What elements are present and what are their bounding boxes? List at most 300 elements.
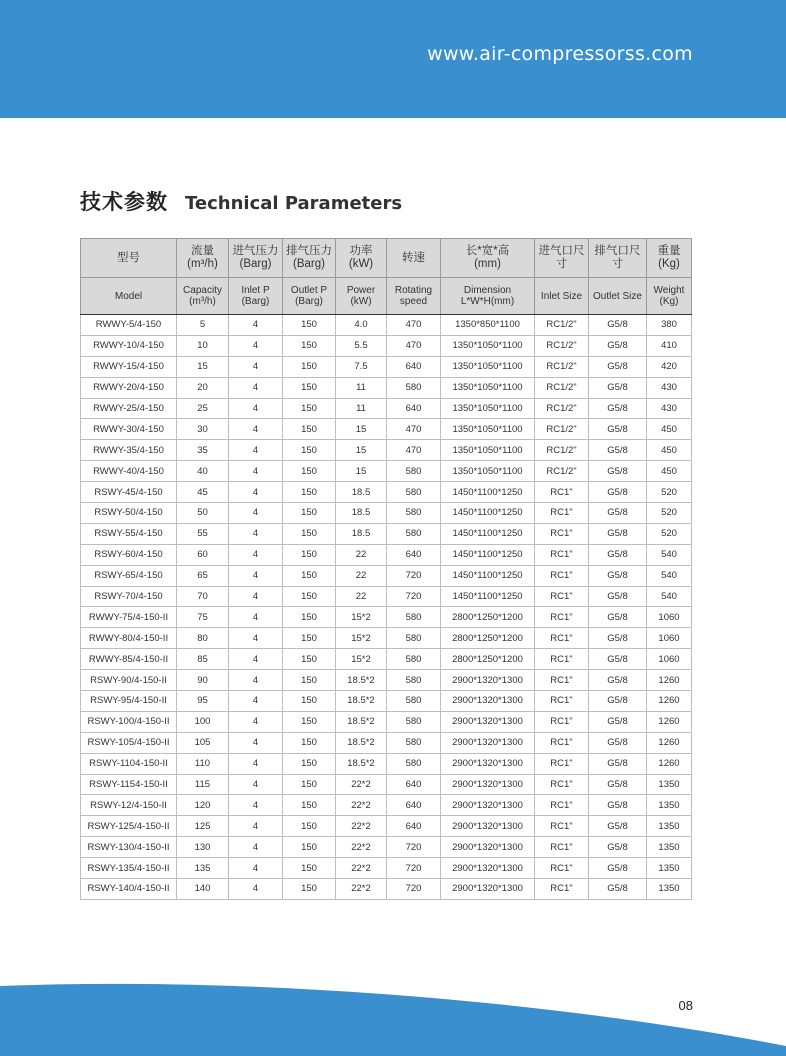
header-cell-text: (Kg) xyxy=(659,296,679,307)
table-cell: 640 xyxy=(387,356,441,377)
table-cell: 4 xyxy=(229,879,283,900)
table-cell: 18.5*2 xyxy=(336,753,387,774)
header-row-cn xyxy=(81,239,692,278)
table-cell: 1350*850*1100 xyxy=(441,315,535,336)
table-cell: 1350*1050*1100 xyxy=(441,377,535,398)
table-cell: 1350*1050*1100 xyxy=(441,419,535,440)
table-cell: 4 xyxy=(229,461,283,482)
table-cell: G5/8 xyxy=(589,503,647,524)
table-cell: 430 xyxy=(647,377,692,398)
table-cell: 580 xyxy=(387,482,441,503)
table-cell: 430 xyxy=(647,398,692,419)
header-cell-text: Weight xyxy=(653,285,685,296)
table-cell: 4 xyxy=(229,419,283,440)
table-cell: 150 xyxy=(283,398,336,419)
table-cell: 1450*1100*1250 xyxy=(441,586,535,607)
table-cell: RC1" xyxy=(535,753,589,774)
table-row xyxy=(81,523,692,544)
table-cell: 4 xyxy=(229,795,283,816)
table-cell: 150 xyxy=(283,335,336,356)
table-cell: 11 xyxy=(336,377,387,398)
table-cell: 2900*1320*1300 xyxy=(441,732,535,753)
table-cell: 580 xyxy=(387,711,441,732)
table-cell: 4 xyxy=(229,607,283,628)
table-cell: 1350 xyxy=(647,795,692,816)
table-cell: RC1" xyxy=(535,774,589,795)
table-cell: 95 xyxy=(177,691,229,712)
table-cell: 15 xyxy=(177,356,229,377)
table-cell: RSWY-70/4-150 xyxy=(81,586,177,607)
table-cell: RC1" xyxy=(535,732,589,753)
table-cell: 150 xyxy=(283,837,336,858)
table-cell: RC1/2" xyxy=(535,440,589,461)
header-cell xyxy=(229,278,283,315)
table-body xyxy=(81,239,692,900)
header-cell-text: Inlet P xyxy=(241,285,270,296)
table-cell: 410 xyxy=(647,335,692,356)
table-cell: G5/8 xyxy=(589,879,647,900)
table-cell: 4 xyxy=(229,335,283,356)
table-cell: RSWY-90/4-150-II xyxy=(81,670,177,691)
table-cell: RC1" xyxy=(535,482,589,503)
table-row xyxy=(81,377,692,398)
table-cell: RSWY-140/4-150-II xyxy=(81,879,177,900)
table-cell: 140 xyxy=(177,879,229,900)
table-cell: RC1/2" xyxy=(535,461,589,482)
table-cell: RSWY-1154-150-II xyxy=(81,774,177,795)
table-cell: 120 xyxy=(177,795,229,816)
table-cell: 580 xyxy=(387,628,441,649)
table-cell: 4 xyxy=(229,837,283,858)
table-cell: RWWY-25/4-150 xyxy=(81,398,177,419)
table-cell: 30 xyxy=(177,419,229,440)
table-cell: G5/8 xyxy=(589,628,647,649)
table-row xyxy=(81,356,692,377)
table-cell: RWWY-10/4-150 xyxy=(81,335,177,356)
table-cell: 470 xyxy=(387,315,441,336)
table-row xyxy=(81,816,692,837)
header-cell xyxy=(81,239,177,278)
table-cell: RSWY-50/4-150 xyxy=(81,503,177,524)
header-cell xyxy=(647,278,692,315)
table-cell: 125 xyxy=(177,816,229,837)
table-cell: 150 xyxy=(283,315,336,336)
header-cell-text: (Barg) xyxy=(293,258,325,270)
table-cell: 65 xyxy=(177,565,229,586)
table-row xyxy=(81,649,692,670)
table-cell: RC1" xyxy=(535,565,589,586)
table-cell: 10 xyxy=(177,335,229,356)
table-row xyxy=(81,628,692,649)
table-cell: 4 xyxy=(229,398,283,419)
parameters-table xyxy=(80,238,692,900)
table-cell: G5/8 xyxy=(589,335,647,356)
table-cell: G5/8 xyxy=(589,544,647,565)
header-cell-text: Capacity xyxy=(183,285,222,296)
table-cell: 7.5 xyxy=(336,356,387,377)
table-cell: G5/8 xyxy=(589,356,647,377)
table-cell: RC1" xyxy=(535,523,589,544)
table-cell: 150 xyxy=(283,670,336,691)
table-cell: 150 xyxy=(283,523,336,544)
table-cell: 150 xyxy=(283,377,336,398)
table-cell: G5/8 xyxy=(589,461,647,482)
table-cell: 720 xyxy=(387,879,441,900)
table-cell: RWWY-40/4-150 xyxy=(81,461,177,482)
table-cell: G5/8 xyxy=(589,523,647,544)
table-cell: 22 xyxy=(336,565,387,586)
table-cell: 1350 xyxy=(647,879,692,900)
table-cell: RSWY-130/4-150-II xyxy=(81,837,177,858)
table-cell: 580 xyxy=(387,607,441,628)
table-row xyxy=(81,607,692,628)
header-cell xyxy=(589,278,647,315)
table-cell: RWWY-35/4-150 xyxy=(81,440,177,461)
table-cell: 2900*1320*1300 xyxy=(441,753,535,774)
table-cell: 1350 xyxy=(647,837,692,858)
table-row xyxy=(81,837,692,858)
header-cell-text: 重量 xyxy=(657,245,681,257)
table-cell: G5/8 xyxy=(589,398,647,419)
table-cell: 640 xyxy=(387,398,441,419)
table-cell: 135 xyxy=(177,858,229,879)
table-cell: RSWY-45/4-150 xyxy=(81,482,177,503)
section-title-en: Technical Parameters xyxy=(185,193,403,214)
table-cell: 2900*1320*1300 xyxy=(441,774,535,795)
table-cell: 4 xyxy=(229,315,283,336)
table-cell: 150 xyxy=(283,440,336,461)
table-cell: 1350 xyxy=(647,858,692,879)
header-cell-text: (mm) xyxy=(474,258,501,270)
table-cell: RC1" xyxy=(535,503,589,524)
table-cell: 1260 xyxy=(647,691,692,712)
table-cell: 4 xyxy=(229,482,283,503)
table-cell: 150 xyxy=(283,691,336,712)
table-cell: 4 xyxy=(229,628,283,649)
table-row xyxy=(81,544,692,565)
table-cell: 1260 xyxy=(647,732,692,753)
table-cell: 5 xyxy=(177,315,229,336)
table-row xyxy=(81,753,692,774)
table-row xyxy=(81,691,692,712)
table-cell: RC1/2" xyxy=(535,356,589,377)
table-cell: 70 xyxy=(177,586,229,607)
table-cell: RSWY-60/4-150 xyxy=(81,544,177,565)
table-cell: RC1" xyxy=(535,858,589,879)
table-cell: RC1" xyxy=(535,816,589,837)
table-cell: 2900*1320*1300 xyxy=(441,858,535,879)
table-cell: RSWY-12/4-150-II xyxy=(81,795,177,816)
table-cell: 640 xyxy=(387,544,441,565)
header-cell-text: Inlet Size xyxy=(540,290,583,302)
table-row xyxy=(81,335,692,356)
table-cell: 720 xyxy=(387,858,441,879)
header-cell-text: (kW) xyxy=(348,258,374,270)
table-cell: G5/8 xyxy=(589,670,647,691)
table-cell: RSWY-125/4-150-II xyxy=(81,816,177,837)
table-cell: 150 xyxy=(283,879,336,900)
table-cell: 22 xyxy=(336,544,387,565)
header-cell xyxy=(283,278,336,315)
table-cell: 1450*1100*1250 xyxy=(441,565,535,586)
table-cell: 1450*1100*1250 xyxy=(441,544,535,565)
table-cell: RWWY-15/4-150 xyxy=(81,356,177,377)
table-cell: 520 xyxy=(647,503,692,524)
table-cell: 540 xyxy=(647,565,692,586)
header-cell xyxy=(336,278,387,315)
table-cell: 1450*1100*1250 xyxy=(441,482,535,503)
table-cell: 580 xyxy=(387,649,441,670)
header-cell-text: 进气口尺寸 xyxy=(538,245,585,270)
header-cell xyxy=(589,239,647,278)
header-cell-text: (kW) xyxy=(350,296,372,307)
header-cell-text: Outlet P xyxy=(290,285,328,296)
table-cell: 150 xyxy=(283,482,336,503)
table-cell: 4 xyxy=(229,858,283,879)
header-cell-text: 长*宽*高 xyxy=(465,245,510,257)
header-cell xyxy=(283,239,336,278)
table-cell: RSWY-55/4-150 xyxy=(81,523,177,544)
header-cell-text: 流量 xyxy=(191,245,214,257)
table-cell: 150 xyxy=(283,503,336,524)
table-cell: 580 xyxy=(387,691,441,712)
table-cell: 1350 xyxy=(647,816,692,837)
table-cell: 2900*1320*1300 xyxy=(441,816,535,837)
table-cell: 18.5*2 xyxy=(336,711,387,732)
table-cell: 150 xyxy=(283,419,336,440)
table-cell: RC1" xyxy=(535,649,589,670)
table-cell: RSWY-135/4-150-II xyxy=(81,858,177,879)
table-cell: 45 xyxy=(177,482,229,503)
table-cell: 580 xyxy=(387,670,441,691)
table-row xyxy=(81,586,692,607)
table-cell: RSWY-65/4-150 xyxy=(81,565,177,586)
table-cell: RC1" xyxy=(535,670,589,691)
table-cell: 15*2 xyxy=(336,607,387,628)
table-cell: 450 xyxy=(647,419,692,440)
table-cell: 4 xyxy=(229,523,283,544)
table-row xyxy=(81,879,692,900)
table-cell: RWWY-80/4-150-II xyxy=(81,628,177,649)
table-row xyxy=(81,795,692,816)
table-cell: G5/8 xyxy=(589,691,647,712)
table-cell: G5/8 xyxy=(589,419,647,440)
table-cell: 22*2 xyxy=(336,795,387,816)
table-cell: RC1/2" xyxy=(535,335,589,356)
table-cell: 1060 xyxy=(647,649,692,670)
header-cell-text: L*W*H(mm) xyxy=(460,296,515,307)
table-cell: RWWY-5/4-150 xyxy=(81,315,177,336)
table-cell: 720 xyxy=(387,837,441,858)
table-cell: 18.5 xyxy=(336,503,387,524)
table-cell: 15 xyxy=(336,440,387,461)
table-cell: 150 xyxy=(283,753,336,774)
table-row xyxy=(81,503,692,524)
table-cell: 60 xyxy=(177,544,229,565)
table-cell: 18.5 xyxy=(336,482,387,503)
header-cell xyxy=(441,278,535,315)
table-cell: 100 xyxy=(177,711,229,732)
table-cell: G5/8 xyxy=(589,711,647,732)
table-cell: 470 xyxy=(387,335,441,356)
table-cell: 2800*1250*1200 xyxy=(441,628,535,649)
table-cell: 1450*1100*1250 xyxy=(441,503,535,524)
table-cell: RSWY-105/4-150-II xyxy=(81,732,177,753)
table-cell: 150 xyxy=(283,461,336,482)
table-cell: 150 xyxy=(283,607,336,628)
table-cell: 150 xyxy=(283,858,336,879)
table-cell: 22*2 xyxy=(336,816,387,837)
table-cell: 150 xyxy=(283,544,336,565)
header-cell-text: (Barg) xyxy=(295,296,323,307)
table-row xyxy=(81,440,692,461)
table-cell: G5/8 xyxy=(589,586,647,607)
header-cell-text: 型号 xyxy=(117,251,140,264)
header-cell xyxy=(535,278,589,315)
footer-swoosh xyxy=(0,980,786,1056)
header-cell xyxy=(387,239,441,278)
table-row xyxy=(81,419,692,440)
table-cell: 4.0 xyxy=(336,315,387,336)
table-cell: RSWY-1104-150-II xyxy=(81,753,177,774)
table-cell: 4 xyxy=(229,670,283,691)
table-cell: 18.5*2 xyxy=(336,670,387,691)
table-cell: 2900*1320*1300 xyxy=(441,711,535,732)
table-cell: RC1/2" xyxy=(535,398,589,419)
table-cell: RC1" xyxy=(535,691,589,712)
table-cell: G5/8 xyxy=(589,837,647,858)
table-cell: 2800*1250*1200 xyxy=(441,607,535,628)
table-cell: 150 xyxy=(283,565,336,586)
table-cell: 35 xyxy=(177,440,229,461)
table-cell: 4 xyxy=(229,649,283,670)
table-cell: G5/8 xyxy=(589,482,647,503)
header-cell xyxy=(177,239,229,278)
website-url: www.air-compressorss.com xyxy=(427,43,693,65)
header-cell-text: 进气压力 xyxy=(232,245,279,257)
table-cell: 85 xyxy=(177,649,229,670)
table-cell: G5/8 xyxy=(589,565,647,586)
header-cell-text: 转速 xyxy=(402,251,425,264)
table-cell: 22*2 xyxy=(336,837,387,858)
table-cell: RC1" xyxy=(535,628,589,649)
table-cell: 4 xyxy=(229,503,283,524)
table-cell: RSWY-100/4-150-II xyxy=(81,711,177,732)
table-cell: 5.5 xyxy=(336,335,387,356)
table-cell: RC1/2" xyxy=(535,315,589,336)
table-cell: 4 xyxy=(229,440,283,461)
table-cell: 150 xyxy=(283,586,336,607)
table-cell: 110 xyxy=(177,753,229,774)
table-cell: 22*2 xyxy=(336,858,387,879)
table-cell: 22*2 xyxy=(336,774,387,795)
table-cell: 450 xyxy=(647,461,692,482)
table-cell: G5/8 xyxy=(589,649,647,670)
table-cell: G5/8 xyxy=(589,315,647,336)
table-cell: 4 xyxy=(229,377,283,398)
table-cell: 4 xyxy=(229,753,283,774)
table-cell: 4 xyxy=(229,356,283,377)
header-band xyxy=(0,0,786,118)
table-cell: 130 xyxy=(177,837,229,858)
table-cell: 40 xyxy=(177,461,229,482)
header-cell-text: 排气口尺寸 xyxy=(594,245,641,270)
table-cell: 2900*1320*1300 xyxy=(441,795,535,816)
table-cell: 520 xyxy=(647,523,692,544)
table-cell: 80 xyxy=(177,628,229,649)
table-cell: 1260 xyxy=(647,670,692,691)
table-cell: 25 xyxy=(177,398,229,419)
table-cell: 105 xyxy=(177,732,229,753)
table-cell: G5/8 xyxy=(589,377,647,398)
table-cell: 4 xyxy=(229,691,283,712)
table-cell: 580 xyxy=(387,523,441,544)
table-cell: 22*2 xyxy=(336,879,387,900)
table-cell: 75 xyxy=(177,607,229,628)
header-cell-text: (Barg) xyxy=(241,296,270,307)
table-cell: G5/8 xyxy=(589,858,647,879)
table-cell: RWWY-75/4-150-II xyxy=(81,607,177,628)
table-cell: 15*2 xyxy=(336,649,387,670)
table-cell: 580 xyxy=(387,461,441,482)
table-cell: 15 xyxy=(336,419,387,440)
table-cell: RC1/2" xyxy=(535,377,589,398)
table-cell: RSWY-95/4-150-II xyxy=(81,691,177,712)
table-cell: 4 xyxy=(229,565,283,586)
header-cell-text: Rotating xyxy=(394,285,433,296)
header-cell-text: (Kg) xyxy=(658,258,680,270)
table-cell: 1450*1100*1250 xyxy=(441,523,535,544)
table-cell: 4 xyxy=(229,711,283,732)
table-cell: 150 xyxy=(283,816,336,837)
table-cell: 380 xyxy=(647,315,692,336)
table-cell: 150 xyxy=(283,356,336,377)
table-cell: 150 xyxy=(283,649,336,670)
table-cell: RC1" xyxy=(535,837,589,858)
header-cell-text: Outlet Size xyxy=(593,290,642,302)
table-cell: 115 xyxy=(177,774,229,795)
table-cell: 580 xyxy=(387,377,441,398)
table-cell: G5/8 xyxy=(589,816,647,837)
table-cell: 720 xyxy=(387,586,441,607)
table-cell: G5/8 xyxy=(589,795,647,816)
table-row xyxy=(81,711,692,732)
table-cell: 450 xyxy=(647,440,692,461)
section-title xyxy=(80,186,402,216)
table-cell: 150 xyxy=(283,711,336,732)
table-cell: 640 xyxy=(387,816,441,837)
header-row-en xyxy=(81,278,692,315)
table-cell: 470 xyxy=(387,419,441,440)
table-cell: 540 xyxy=(647,586,692,607)
table-cell: 1060 xyxy=(647,628,692,649)
header-cell xyxy=(387,278,441,315)
table-cell: 470 xyxy=(387,440,441,461)
table-cell: 2800*1250*1200 xyxy=(441,649,535,670)
table-cell: 580 xyxy=(387,753,441,774)
table-cell: 1350*1050*1100 xyxy=(441,398,535,419)
table-cell: RWWY-30/4-150 xyxy=(81,419,177,440)
table-cell: G5/8 xyxy=(589,440,647,461)
table-cell: 580 xyxy=(387,503,441,524)
header-cell-text: 功率 xyxy=(349,245,373,257)
table-cell: G5/8 xyxy=(589,753,647,774)
table-row xyxy=(81,482,692,503)
table-cell: 640 xyxy=(387,774,441,795)
table-cell: 18.5 xyxy=(336,523,387,544)
table-row xyxy=(81,315,692,336)
table-cell: 150 xyxy=(283,795,336,816)
